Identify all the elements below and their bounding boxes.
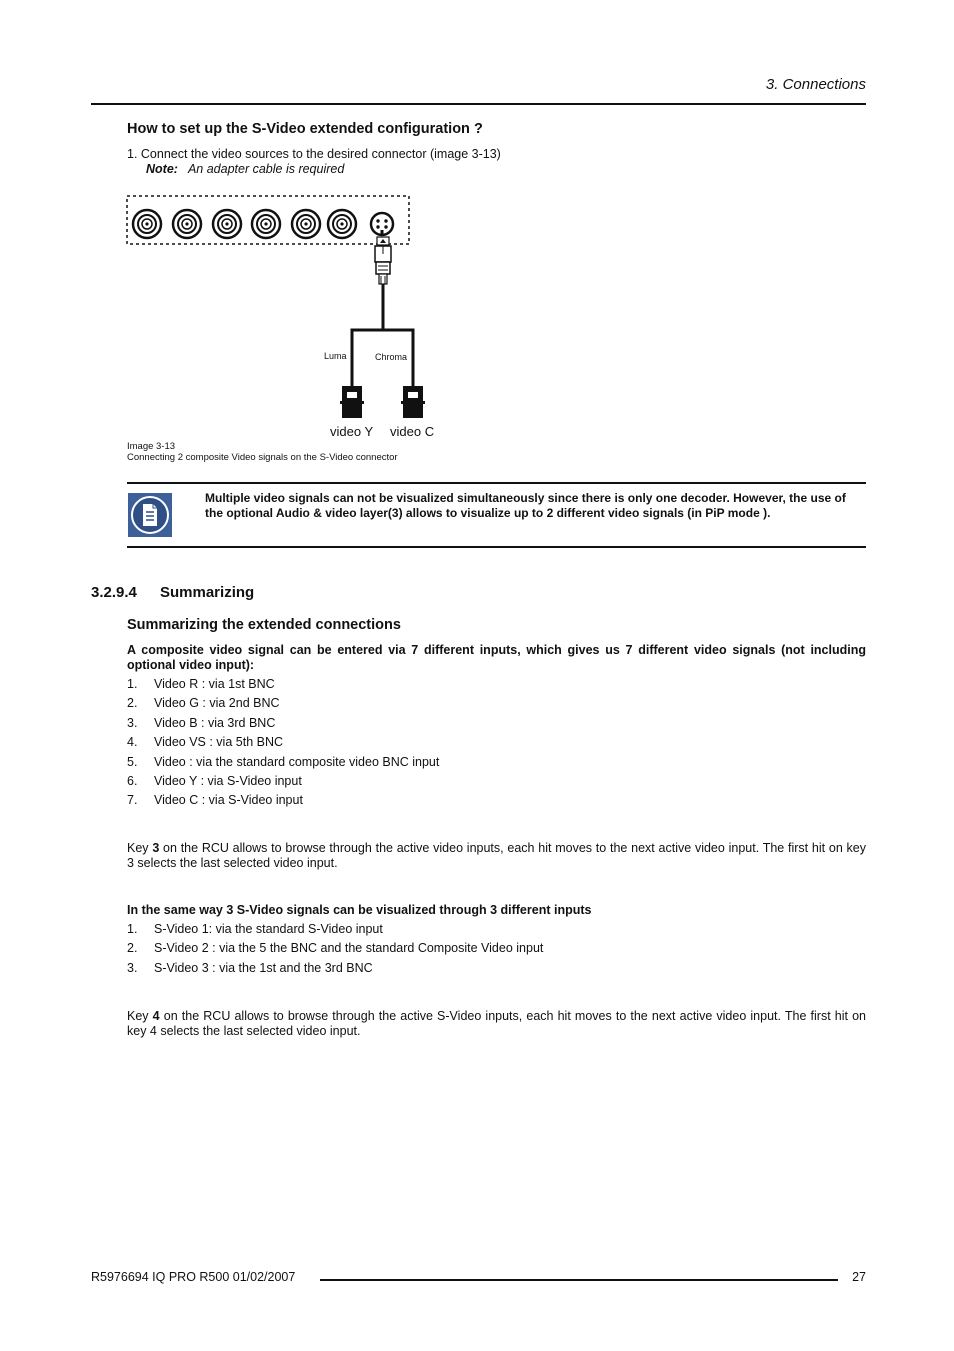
notice-bottom-rule [127,546,866,548]
list-item-number: 1. [127,677,138,691]
video-y-label: video Y [330,424,374,439]
key4-post: on the RCU allows to browse through the active S-Video inputs, each hit moves to the next active video input. The first hit on key 4 selects the last selected video input. [127,1009,867,1038]
list-item-text: Video G : via 2nd BNC [154,696,280,711]
bnc-connectors [133,210,356,238]
chroma-label: Chroma [375,352,408,362]
list-item [127,675,439,694]
video-c-bnc-plug-icon [401,386,425,418]
list-item [127,753,439,772]
footer-rule [320,1279,838,1281]
setup-heading: How to set up the S-Video extended configuration ? [127,121,483,137]
setup-step-1: 1. Connect the video sources to the desired connector (image 3-13) [127,147,501,161]
bnc-connector-6-icon [328,210,356,238]
list-item [127,959,543,978]
list-item [127,694,439,713]
list-item-number: 5. [127,754,138,769]
composite-inputs-list [127,675,439,811]
chapter-title: 3. Connections [765,76,866,93]
list-item [127,791,439,810]
list-item [127,920,543,939]
list-item [127,939,543,958]
document-note-icon [128,493,172,537]
list-item-number: 7. [127,793,138,808]
list-item [127,714,439,733]
notice-icon-box [128,493,172,537]
video-y-bnc-plug-icon [340,386,364,418]
bnc-connector-3-icon [213,210,241,238]
header-rule [91,103,866,105]
section-title: Summarizing [160,584,255,601]
key4-pre: Key [127,1009,153,1023]
setup-note [146,162,344,176]
note-text: An adapter cable is required [187,162,345,176]
key4-number: 4 [152,1009,160,1023]
list-item [127,772,439,791]
figure-caption-number: Image 3-13 [127,441,176,452]
page-number: 27 [852,1270,866,1284]
summary-intro: A composite video signal can be entered via 7 different inputs, which gives us 7 different video signals (not including optional video input): [127,643,866,672]
key3-post: on the RCU allows to browse through the active video inputs, each hit moves to the next active video input. The first hit on key 3 selects the last selected video input. [127,841,867,870]
luma-label: Luma [324,351,347,361]
bnc-connector-5-icon [292,210,320,238]
list-item-text: Video B : via 3rd BNC [154,715,276,730]
key3-paragraph [127,841,866,871]
svideo-inputs-list [127,920,543,978]
bnc-connector-4-icon [252,210,280,238]
summary-heading: Summarizing the extended connections [127,617,401,633]
notice-text: Multiple video signals can not be visualized simultaneously since there is only one decoder. However, the use of the optional Audio & video layer(3) allows to visualize up to 2 different video signals (in PiP mode ). [205,491,846,520]
list-item-text: Video : via the standard composite video BNC input [154,754,440,769]
list-item-text: S-Video 3 : via the 1st and the 3rd BNC [154,960,373,975]
list-item-number: 1. [127,922,138,936]
list-item-number: 2. [127,941,138,956]
svideo-connection-diagram [120,188,435,440]
key3-number: 3 [152,841,160,855]
key4-paragraph [127,1009,866,1039]
list-item-text: S-Video 2 : via the 5 the BNC and the standard Composite Video input [154,941,544,956]
footer-doc-info: R5976694 IQ PRO R500 01/02/2007 [91,1270,296,1284]
list-item-number: 3. [127,715,138,730]
list-item [127,733,439,752]
list-item-number: 3. [127,960,138,975]
svideo-connector-icon [371,213,393,235]
svideo-intro: In the same way 3 S-Video signals can be visualized through 3 different inputs [127,903,592,917]
bnc-connector-1-icon [133,210,161,238]
bnc-connector-2-icon [173,210,201,238]
section-number: 3.2.9.4 [91,584,137,601]
list-item-text: Video R : via 1st BNC [154,677,275,691]
list-item-text: Video VS : via 5th BNC [154,735,284,750]
notice-top-rule [127,482,866,484]
list-item-number: 6. [127,773,138,788]
list-item-number: 4. [127,735,138,750]
list-item-number: 2. [127,696,138,711]
svideo-plug-icon [375,237,391,284]
video-c-label: video C [390,424,435,439]
key3-pre: Key [127,841,153,855]
adapter-cable [352,284,413,386]
list-item-text: S-Video 1: via the standard S-Video input [154,922,383,936]
list-item-text: Video C : via S-Video input [154,793,303,808]
note-label: Note: [146,162,178,176]
figure-caption-text: Connecting 2 composite Video signals on the S-Video connector [127,452,398,463]
list-item-text: Video Y : via S-Video input [154,773,302,788]
